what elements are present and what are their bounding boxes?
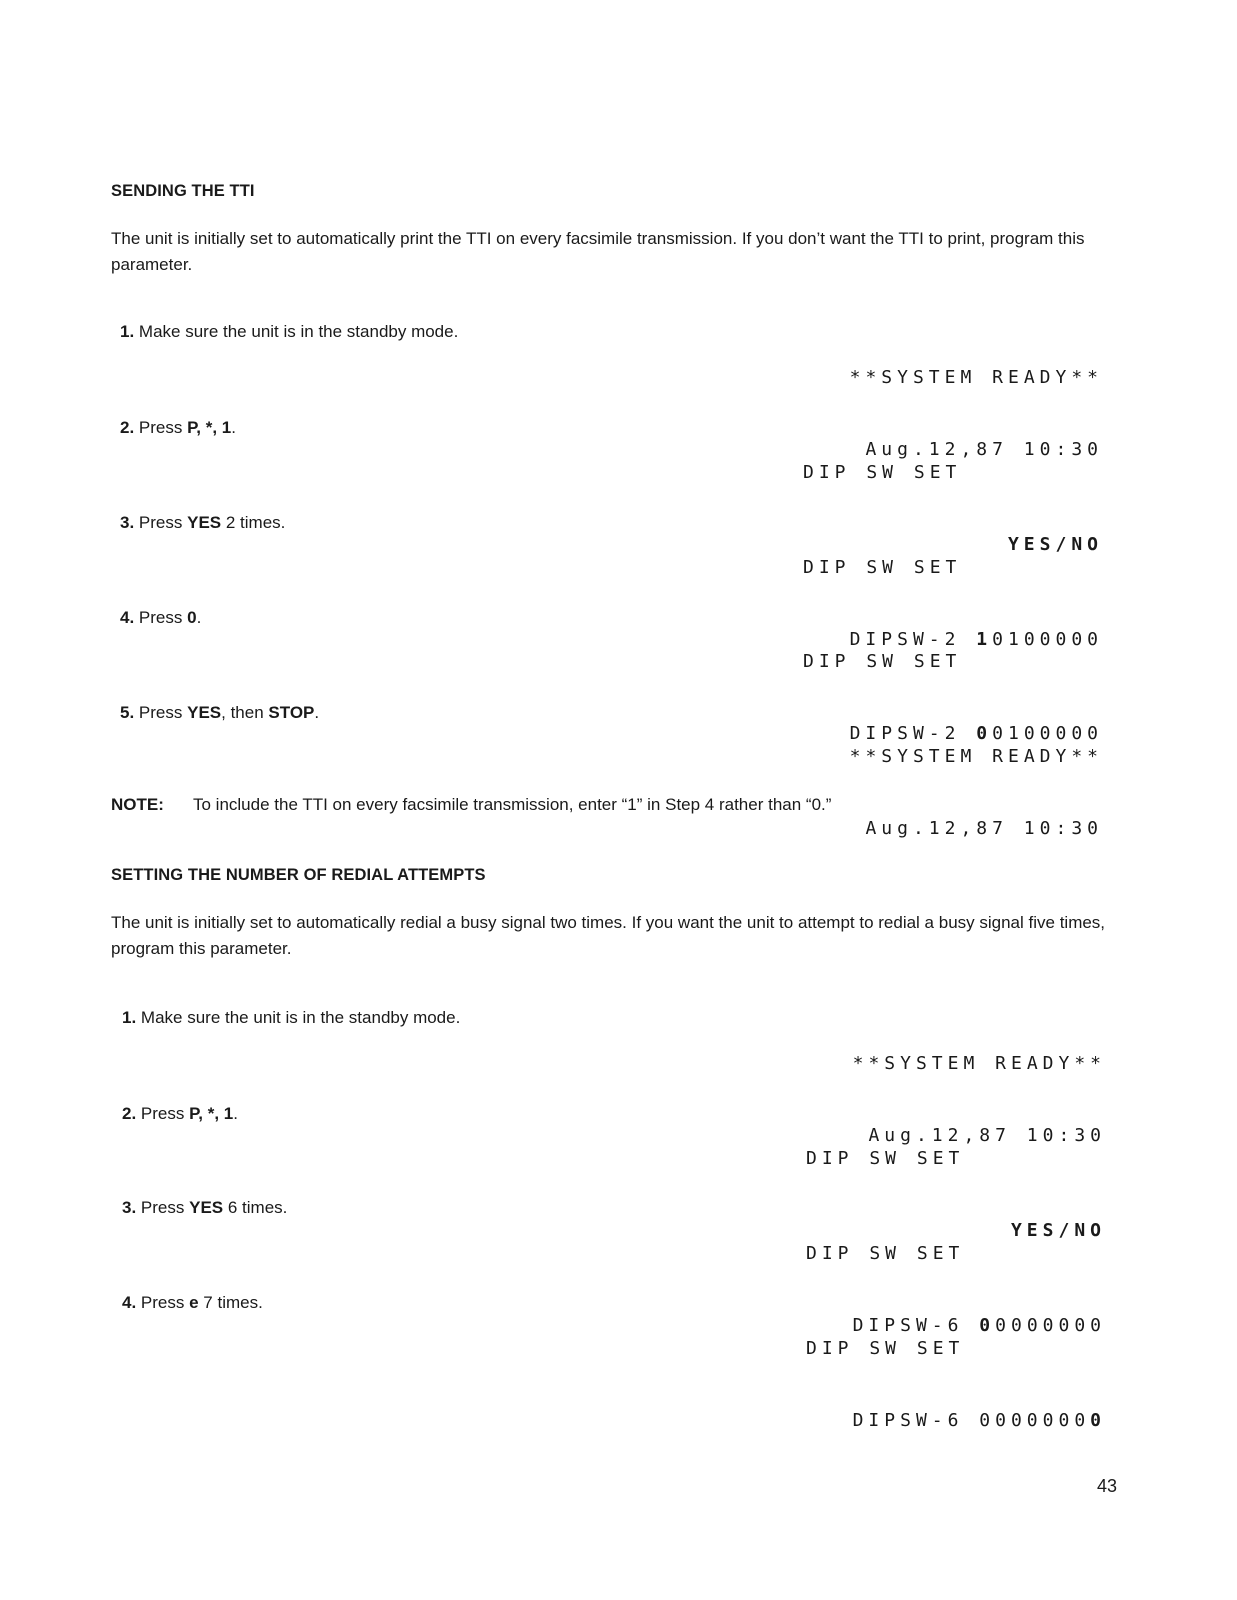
dip-label: DIPSW-2 bbox=[849, 723, 977, 744]
step-number: 1. bbox=[120, 322, 135, 341]
note-label: NOTE: bbox=[111, 795, 164, 814]
lcd-line: DIP SW SET bbox=[803, 557, 962, 578]
lcd-line: DIP SW SET bbox=[806, 1243, 965, 1264]
step-text: Make sure the unit is in the standby mode. bbox=[138, 322, 459, 341]
section-heading: SETTING THE NUMBER OF REDIAL ATTEMPTS bbox=[111, 866, 486, 884]
step-number: 5. bbox=[120, 703, 135, 722]
dip-bits: 0100000 bbox=[992, 723, 1103, 744]
step-item bbox=[122, 1293, 263, 1313]
key-name: YES bbox=[187, 513, 222, 532]
step-text: Press bbox=[138, 513, 188, 532]
lcd-line: Aug.12,87 10:30 bbox=[868, 1125, 1106, 1146]
key-name: e bbox=[189, 1293, 199, 1312]
step-text: Press bbox=[140, 1198, 190, 1217]
section-intro: The unit is initially set to automatically print the TTI on every facsimile transmission. If you don’t want the TTI to print, program this parameter. bbox=[111, 229, 1085, 274]
step-item bbox=[120, 703, 319, 723]
step-text: . bbox=[314, 703, 320, 722]
step-text: Press bbox=[140, 1104, 190, 1123]
step-text: . bbox=[196, 608, 202, 627]
step-item bbox=[120, 322, 458, 342]
step-text: Make sure the unit is in the standby mode. bbox=[140, 1008, 461, 1027]
step-number: 3. bbox=[122, 1198, 137, 1217]
step-item bbox=[120, 608, 201, 628]
dip-label: DIPSW-6 bbox=[852, 1315, 980, 1336]
key-name: P, *, 1 bbox=[187, 418, 232, 437]
dip-bit-cursor: 0 bbox=[979, 1315, 996, 1336]
lcd-display bbox=[803, 697, 1103, 865]
step-text: . bbox=[233, 1104, 238, 1123]
dip-bit-cursor: 1 bbox=[976, 629, 993, 650]
step-number: 2. bbox=[122, 1104, 137, 1123]
key-name: P, *, 1 bbox=[189, 1104, 234, 1123]
step-item bbox=[122, 1198, 287, 1218]
key-name: STOP bbox=[268, 703, 315, 722]
step-number: 4. bbox=[122, 1293, 137, 1312]
page-number: 43 bbox=[1096, 1476, 1117, 1496]
step-text: 7 times. bbox=[198, 1293, 263, 1312]
section-intro: The unit is initially set to automatically redial a busy signal two times. If you want the unit to attempt to redial a busy signal five times, program this parameter. bbox=[111, 913, 1106, 958]
note bbox=[111, 795, 831, 815]
dip-bits: 0100000 bbox=[992, 629, 1103, 650]
step-item bbox=[120, 418, 236, 438]
lcd-line: DIP SW SET bbox=[803, 462, 962, 483]
dip-label: DIPSW-2 bbox=[849, 629, 977, 650]
step-text: Press bbox=[138, 608, 188, 627]
lcd-line: DIP SW SET bbox=[803, 651, 962, 672]
section-heading: SENDING THE TTI bbox=[111, 182, 255, 200]
lcd-line: **SYSTEM READY** bbox=[849, 367, 1103, 388]
step-number: 1. bbox=[122, 1008, 137, 1027]
key-name: YES bbox=[187, 703, 222, 722]
dip-bit-cursor: 0 bbox=[1090, 1410, 1106, 1431]
lcd-line: Aug.12,87 10:30 bbox=[865, 818, 1103, 839]
lcd-line: **SYSTEM READY** bbox=[849, 746, 1103, 767]
step-text: Press bbox=[138, 703, 188, 722]
key-name: 0 bbox=[187, 608, 197, 627]
dip-bits: 0000000 bbox=[995, 1315, 1106, 1336]
note-text: To include the TTI on every facsimile transmission, enter “1” in Step 4 rather than “0.” bbox=[193, 795, 832, 814]
lcd-prompt: YES/NO bbox=[1010, 1220, 1106, 1241]
lcd-display bbox=[806, 1289, 1106, 1457]
step-text: . bbox=[231, 418, 236, 437]
key-name: YES bbox=[189, 1198, 224, 1217]
lcd-line: Aug.12,87 10:30 bbox=[865, 439, 1103, 460]
step-text: Press bbox=[138, 418, 188, 437]
step-number: 2. bbox=[120, 418, 135, 437]
lcd-line: DIP SW SET bbox=[806, 1338, 965, 1359]
step-text: Press bbox=[140, 1293, 190, 1312]
step-number: 3. bbox=[120, 513, 135, 532]
dip-label: DIPSW-6 bbox=[852, 1410, 980, 1431]
lcd-line: **SYSTEM READY** bbox=[852, 1053, 1106, 1074]
step-text: , then bbox=[221, 703, 269, 722]
step-text: 2 times. bbox=[221, 513, 286, 532]
step-item bbox=[120, 513, 285, 533]
step-number: 4. bbox=[120, 608, 135, 627]
dip-bit-cursor: 0 bbox=[976, 723, 993, 744]
lcd-prompt: YES/NO bbox=[1007, 534, 1103, 555]
dip-bits: 0000000 bbox=[979, 1410, 1091, 1431]
step-text: 6 times. bbox=[223, 1198, 288, 1217]
step-item bbox=[122, 1008, 460, 1028]
lcd-line bbox=[806, 1409, 1106, 1433]
step-item bbox=[122, 1104, 238, 1124]
lcd-line: DIP SW SET bbox=[806, 1148, 965, 1169]
